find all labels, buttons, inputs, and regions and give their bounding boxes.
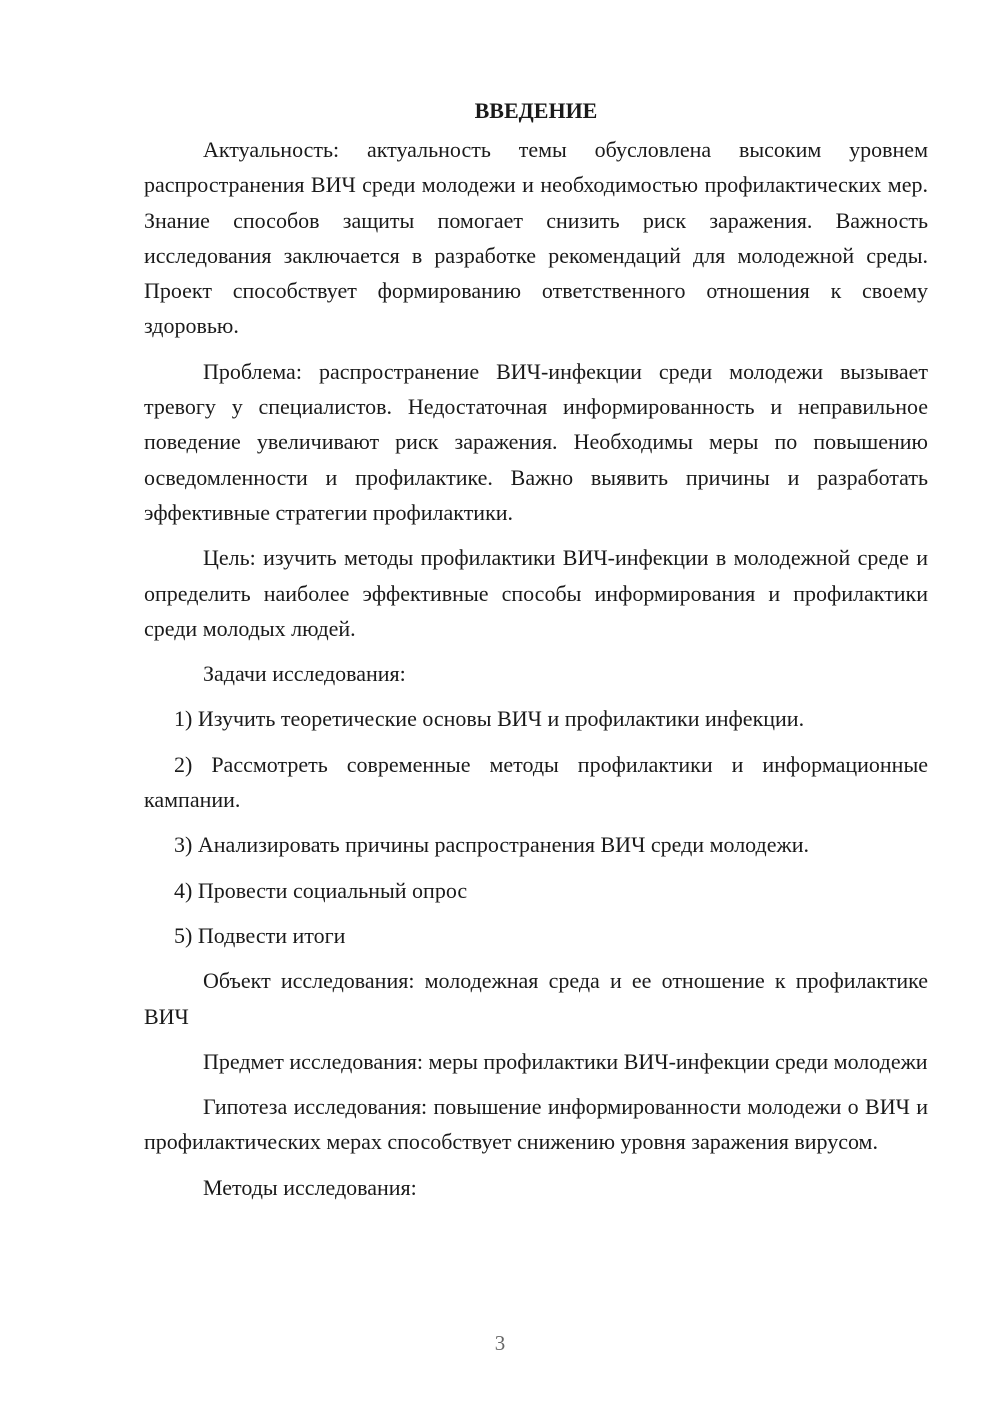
object-paragraph: Объект исследования: молодежная среда и ее отношение к профилактике ВИЧ	[144, 968, 928, 1029]
section-heading: ВВЕДЕНИЕ	[474, 98, 598, 123]
page-number: 3	[494, 1331, 506, 1355]
goal-paragraph: Цель: изучить методы профилактики ВИЧ-инфекции в молодежной среде и определить наиболее эффективные способы информирования и профилактики среди молодых людей.	[144, 545, 928, 641]
task-item-1: 1) Изучить теоретические основы ВИЧ и профилактики инфекции.	[174, 706, 805, 732]
subject-paragraph: Предмет исследования: меры профилактики ВИЧ-инфекции среди молодежи	[203, 1048, 928, 1074]
tasks-title: Задачи исследования:	[203, 661, 406, 687]
methods-title: Методы исследования:	[203, 1174, 417, 1200]
task-item-3: 3) Анализировать причины распространения ВИЧ среди молодежи.	[174, 832, 809, 858]
relevance-paragraph: Актуальность: актуальность темы обусловлена высоким уровнем распространения ВИЧ среди молодежи и необходимостью профилактических мер. Знание способов защиты помогает снизить риск заражения. Важность исследования заключается в разработке рекомендаций для молодежной среды. Проект способствует формированию ответственного отношения к своему здоровью.	[144, 137, 928, 339]
problem-paragraph: Проблема: распространение ВИЧ-инфекции среди молодежи вызывает тревогу у специалистов. Недостаточная информированность и неправильное поведение увеличивают риск заражения. Необходимы меры по повышению осведомленности и профилактике. Важно выявить причины и разработать эффективные стратегии профилактики.	[144, 358, 928, 525]
document-page	[144, 94, 928, 1215]
task-item-2: 2) Рассмотреть современные методы профилактики и информационные кампании.	[144, 751, 928, 813]
task-item-5: 5) Подвести итоги	[174, 922, 346, 948]
hypothesis-paragraph: Гипотеза исследования: повышение информированности молодежи о ВИЧ и профилактических мерах способствует снижению уровня заражения вирусом.	[144, 1094, 928, 1155]
task-item-4: 4) Провести социальный опрос	[174, 877, 468, 903]
